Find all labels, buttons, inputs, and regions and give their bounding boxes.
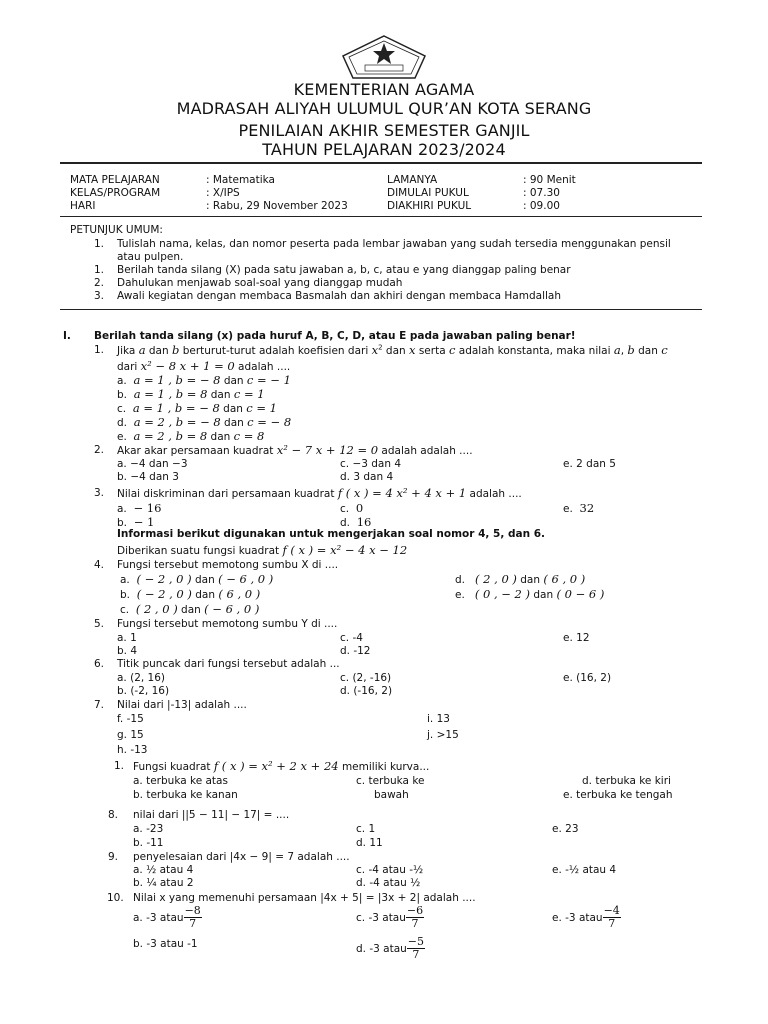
answer-option[interactable]: h. -13 bbox=[117, 744, 148, 756]
answer-option[interactable]: c. -3 atau $\frac{-6}{7}$ bbox=[356, 904, 424, 930]
answer-option[interactable]: a. -23 bbox=[133, 823, 164, 835]
answer-option[interactable]: j. >15 bbox=[427, 729, 459, 741]
question-text: Fungsi tersebut memotong sumbu X di .... bbox=[117, 559, 339, 571]
value-start: : 07.30 bbox=[523, 187, 560, 199]
question-text: Fungsi kuadrat f ( x ) = x² + 2 x + 24 memiliki kurva... bbox=[133, 759, 430, 773]
answer-option[interactable]: a. − 16 bbox=[117, 501, 162, 515]
answer-option[interactable]: g. 15 bbox=[117, 729, 144, 741]
question-number: 3. bbox=[94, 487, 105, 499]
instruction-text: Tulislah nama, kelas, dan nomor peserta pada lembar jawaban yang sudah tersedia menggunakan pensil bbox=[117, 238, 671, 250]
ministry-logo bbox=[341, 34, 427, 82]
info-heading: Informasi berikut digunakan untuk mengerjakan soal nomor 4, 5, dan 6. bbox=[117, 528, 546, 540]
instruction-number: 1. bbox=[94, 238, 105, 250]
question-text: Titik puncak dari fungsi tersebut adalah ... bbox=[117, 658, 340, 670]
instruction-text: Awali kegiatan dengan membaca Basmalah dan akhiri dengan membaca Hamdallah bbox=[117, 290, 561, 302]
fraction: $\frac{-8}{7}$ bbox=[184, 904, 201, 930]
value-day: : Rabu, 29 November 2023 bbox=[206, 200, 348, 212]
answer-option[interactable]: e. -½ atau 4 bbox=[552, 864, 617, 876]
answer-option[interactable]: b. -11 bbox=[133, 837, 164, 849]
value-class: : X/IPS bbox=[206, 187, 240, 199]
answer-option[interactable]: b. -3 atau -1 bbox=[133, 938, 198, 950]
question-text: nilai dari ||5 − 11| − 17| = .... bbox=[133, 809, 290, 821]
answer-option[interactable]: b. − 1 bbox=[117, 515, 155, 529]
answer-option[interactable]: d. -4 atau ½ bbox=[356, 877, 421, 889]
label-day: HARI bbox=[70, 200, 96, 212]
answer-option[interactable]: b. (-2, 16) bbox=[117, 685, 170, 697]
fraction: $\frac{-5}{7}$ bbox=[407, 935, 425, 961]
instruction-number: 2. bbox=[94, 277, 105, 289]
answer-option[interactable]: d. 11 bbox=[356, 837, 383, 849]
header-exam: PENILAIAN AKHIR SEMESTER GANJIL bbox=[238, 121, 530, 140]
question-number: 8. bbox=[108, 809, 119, 821]
answer-option[interactable]: a. −4 dan −3 bbox=[117, 458, 188, 470]
answer-option[interactable]: d. (-16, 2) bbox=[340, 685, 393, 697]
answer-option[interactable]: d. 3 dan 4 bbox=[340, 471, 394, 483]
answer-option[interactable]: b. 4 bbox=[117, 645, 138, 657]
answer-option[interactable]: c. a = 1 , b = − 8 dan c = 1 bbox=[117, 401, 277, 415]
info-function: Diberikan suatu fungsi kuadrat f ( x ) = x² − 4 x − 12 bbox=[117, 543, 408, 557]
question-number: 4. bbox=[94, 559, 105, 571]
answer-option[interactable]: a. -3 atau $\frac{-8}{7}$ bbox=[133, 904, 201, 930]
question-text: Nilai diskriminan dari persamaan kuadrat f ( x ) = 4 x² + 4 x + 1 adalah .... bbox=[117, 486, 522, 500]
answer-option[interactable]: d. 16 bbox=[340, 515, 372, 529]
question-number: 5. bbox=[94, 618, 105, 630]
answer-option[interactable]: d. -3 atau $\frac{-5}{7}$ bbox=[356, 935, 425, 961]
question-number: 1. bbox=[94, 344, 105, 356]
answer-option[interactable]: a. terbuka ke atas bbox=[133, 775, 228, 787]
answer-option[interactable]: e. -3 atau $\frac{-4}{7}$ bbox=[552, 904, 620, 930]
instruction-text: Dahulukan menjawab soal-soal yang dianggap mudah bbox=[117, 277, 403, 289]
answer-option[interactable]: d. ( 2 , 0 ) dan ( 6 , 0 ) bbox=[455, 572, 586, 586]
question-number: 7. bbox=[94, 699, 105, 711]
answer-option[interactable]: e. (16, 2) bbox=[563, 672, 612, 684]
answer-option[interactable]: e. a = 2 , b = 8 dan c = 8 bbox=[117, 429, 265, 443]
answer-option[interactable]: f. -15 bbox=[117, 713, 144, 725]
question-text: Nilai dari |-13| adalah .... bbox=[117, 699, 247, 711]
answer-option[interactable]: a. ( − 2 , 0 ) dan ( − 6 , 0 ) bbox=[120, 572, 274, 586]
section-number: I. bbox=[63, 330, 71, 342]
answer-option[interactable]: b. ¼ atau 2 bbox=[133, 877, 194, 889]
answer-option[interactable]: b. terbuka ke kanan bbox=[133, 789, 238, 801]
answer-option[interactable]: d. terbuka ke kiri bbox=[582, 775, 671, 787]
answer-option[interactable]: b. −4 dan 3 bbox=[117, 471, 179, 483]
answer-option[interactable]: a. (2, 16) bbox=[117, 672, 166, 684]
answer-option[interactable]: c. -4 atau -½ bbox=[356, 864, 424, 876]
answer-option-cont: bawah bbox=[374, 789, 409, 801]
fraction: $\frac{-6}{7}$ bbox=[406, 904, 424, 930]
header-ministry: KEMENTERIAN AGAMA bbox=[293, 80, 475, 99]
answer-option[interactable]: c. 0 bbox=[340, 501, 364, 515]
instructions-title: PETUNJUK UMUM: bbox=[70, 224, 163, 236]
answer-option[interactable]: c. −3 dan 4 bbox=[340, 458, 402, 470]
label-start: DIMULAI PUKUL bbox=[387, 187, 469, 199]
label-duration: LAMANYA bbox=[387, 174, 438, 186]
answer-option[interactable]: e. 2 dan 5 bbox=[563, 458, 616, 470]
instruction-number: 3. bbox=[94, 290, 105, 302]
label-subject: MATA PELAJARAN bbox=[70, 174, 160, 186]
header-school: MADRASAH ALIYAH ULUMUL QUR’AN KOTA SERANG bbox=[176, 99, 592, 118]
question-text: penyelesaian dari |4x − 9| = 7 adalah .... bbox=[133, 851, 350, 863]
question-number: 10. bbox=[107, 892, 124, 904]
answer-option[interactable]: a. ½ atau 4 bbox=[133, 864, 194, 876]
question-number: 1. bbox=[114, 760, 125, 772]
answer-option[interactable]: e. 23 bbox=[552, 823, 579, 835]
fraction: $\frac{-4}{7}$ bbox=[603, 904, 620, 930]
value-end: : 09.00 bbox=[523, 200, 560, 212]
answer-option[interactable]: c. ( 2 , 0 ) dan ( − 6 , 0 ) bbox=[120, 602, 260, 616]
value-subject: : Matematika bbox=[206, 174, 275, 186]
instruction-number: 1. bbox=[94, 264, 105, 276]
question-text: Jika a dan b berturut-turut adalah koefisien dari $x^2$ dan x serta c adalah konstanta, maka nilai a, b dan c bbox=[117, 343, 668, 357]
answer-option[interactable]: e. terbuka ke tengah bbox=[563, 789, 673, 801]
answer-option[interactable]: e. 32 bbox=[563, 501, 595, 515]
label-end: DIAKHIRI PUKUL bbox=[387, 200, 472, 212]
answer-option[interactable]: i. 13 bbox=[427, 713, 450, 725]
question-number: 9. bbox=[108, 851, 119, 863]
answer-option[interactable]: e. 12 bbox=[563, 632, 590, 644]
question-number: 6. bbox=[94, 658, 105, 670]
answer-option[interactable]: b. a = 1 , b = 8 dan c = 1 bbox=[117, 387, 265, 401]
question-number: 2. bbox=[94, 444, 105, 456]
label-class: KELAS/PROGRAM bbox=[70, 187, 161, 199]
section-title: Berilah tanda silang (x) pada huruf A, B, C, D, atau E pada jawaban paling benar! bbox=[94, 330, 576, 342]
answer-option[interactable]: c. 1 bbox=[356, 823, 376, 835]
answer-option[interactable]: c. (2, -16) bbox=[340, 672, 392, 684]
question-text: Nilai x yang memenuhi persamaan |4x + 5| = |3x + 2| adalah .... bbox=[133, 892, 476, 904]
answer-option[interactable]: b. ( − 2 , 0 ) dan ( 6 , 0 ) bbox=[120, 587, 261, 601]
instructions-divider bbox=[60, 309, 702, 310]
instruction-text: Berilah tanda silang (X) pada satu jawaban a, b, c, atau e yang dianggap paling benar bbox=[117, 264, 571, 276]
question-text-cont: dari x² − 8 x + 1 = 0 adalah .... bbox=[117, 359, 291, 373]
instruction-text-cont: atau pulpen. bbox=[117, 251, 184, 263]
value-duration: : 90 Menit bbox=[523, 174, 576, 186]
question-text: Fungsi tersebut memotong sumbu Y di .... bbox=[117, 618, 338, 630]
answer-option[interactable]: e. ( 0 , − 2 ) dan ( 0 − 6 ) bbox=[455, 587, 605, 601]
header-year: TAHUN PELAJARAN 2023/2024 bbox=[262, 140, 506, 159]
answer-option[interactable]: d. -12 bbox=[340, 645, 371, 657]
header-divider-top bbox=[60, 162, 702, 164]
info-divider bbox=[60, 216, 702, 217]
answer-option[interactable]: c. terbuka ke bbox=[356, 775, 425, 787]
answer-option[interactable]: a. a = 1 , b = − 8 dan c = − 1 bbox=[117, 373, 291, 387]
answer-option[interactable]: a. 1 bbox=[117, 632, 137, 644]
question-text: Akar akar persamaan kuadrat x² − 7 x + 12 = 0 adalah adalah .... bbox=[117, 443, 473, 457]
answer-option[interactable]: d. a = 2 , b = − 8 dan c = − 8 bbox=[117, 415, 292, 429]
answer-option[interactable]: c. -4 bbox=[340, 632, 363, 644]
